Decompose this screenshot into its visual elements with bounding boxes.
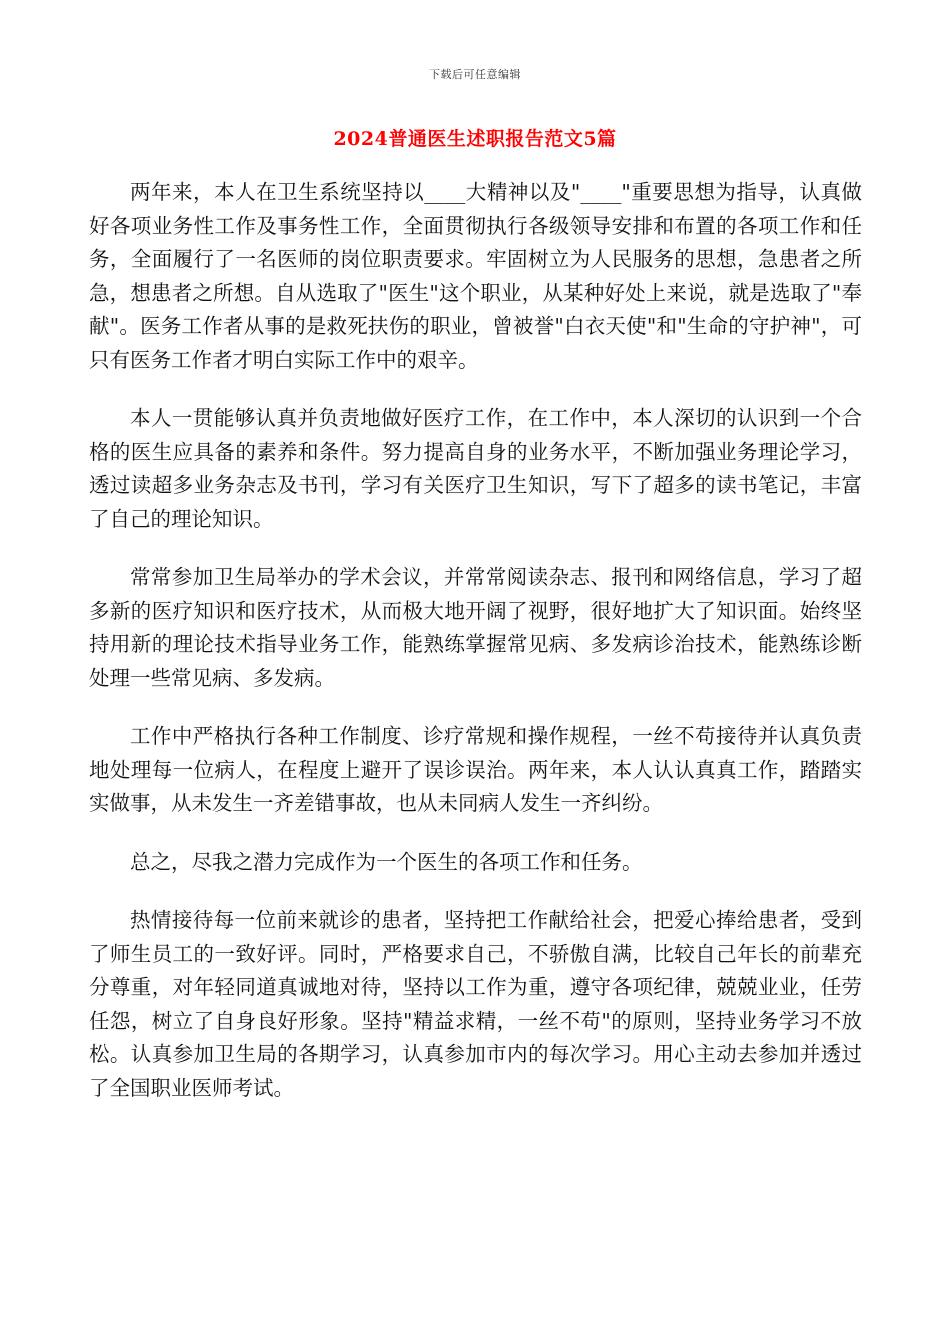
document-body: [89, 176, 862, 1130]
paragraph-1: 两年来，本人在卫生系统坚持以____大精神以及"____"重要思想为指导，认真做好各项业务性工作及事务性工作，全面贯彻执行各级领导安排和布置的各项工作和任务，全面履行了一名医师的岗位职责要求。牢固树立为人民服务的思想，急患者之所急，想患者之所想。自从选取了"医生"这个职业，从某种好处上来说，就是选取了"奉献"。医务工作者从事的是救死扶伤的职业，曾被誉"白衣天使"和"生命的守护神"，可只有医务工作者才明白实际工作中的艰辛。: [89, 180, 862, 372]
paragraph-2: 本人一贯能够认真并负责地做好医疗工作，在工作中，本人深切的认识到一个合格的医生应具备的素养和条件。努力提高自身的业务水平，不断加强业务理论学习，透过读超多业务杂志及书刊，学习有关医疗卫生知识，写下了超多的读书笔记，丰富了自己的理论知识。: [89, 406, 862, 531]
page-title: 2024普通医生述职报告范文5篇: [333, 128, 617, 150]
paragraph-6: 热情接待每一位前来就诊的患者，坚持把工作献给社会，把爱心捧给患者，受到了师生员工的一致好评。同时，严格要求自己，不骄傲自满，比较自己年长的前辈充分尊重，对年轻同道真诚地对待，坚持以工作为重，遵守各项纪律，兢兢业业，任劳任怨，树立了自身良好形象。坚持"精益求精，一丝不苟"的原则，坚持业务学习不放松。认真参加卫生局的各期学习，认真参加市内的每次学习。用心主动去参加并透过了全国职业医师考试。: [89, 908, 862, 1100]
header-note: 下载后可任意编辑: [429, 68, 521, 81]
paragraph-5: 总之，尽我之潜力完成作为一个医生的各项工作和任务。: [130, 849, 643, 874]
paragraph-4: 工作中严格执行各种工作制度、诊疗常规和操作规程，一丝不苟接待并认真负责地处理每一位病人，在程度上避开了误诊误治。两年来，本人认认真真工作，踏踏实实做事，从未发生一齐差错事故，也从未同病人发生一齐纠纷。: [89, 724, 862, 815]
paragraph-3: 常常参加卫生局举办的学术会议，并常常阅读杂志、报刊和网络信息，学习了超多新的医疗知识和医疗技术，从而极大地开阔了视野，很好地扩大了知识面。始终坚持用新的理论技术指导业务工作，能熟练掌握常见病、多发病诊治技术，能熟练诊断处理一些常见病、多发病。: [89, 565, 862, 690]
